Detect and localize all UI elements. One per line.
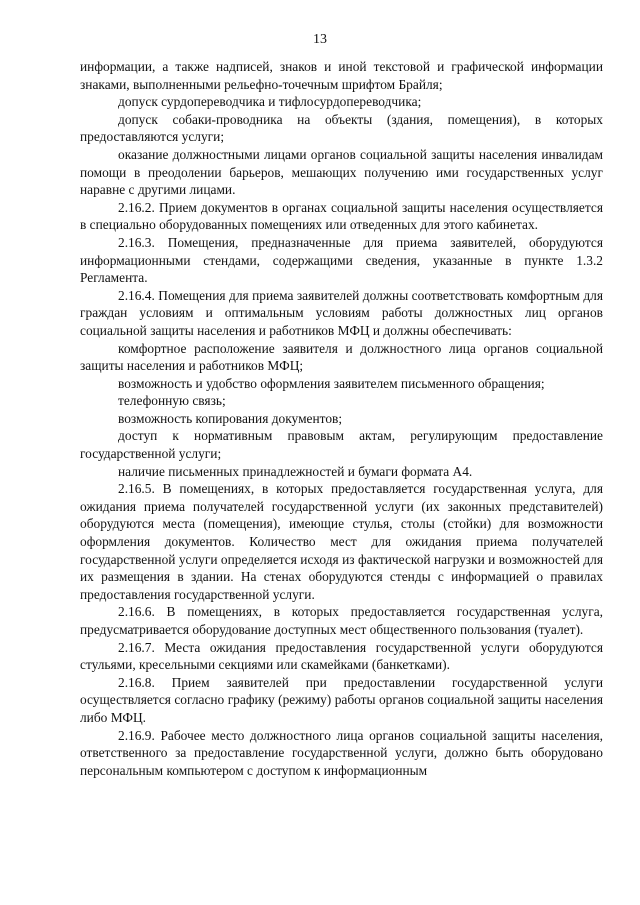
- paragraph: возможность копирования документов;: [118, 410, 343, 426]
- paragraph: 2.16.7. Места ожидания предоставления государственной услуги оборудуются стульями, кресельными секциями или скамейками (банкетками).: [80, 639, 603, 673]
- paragraph: 2.16.8. Прием заявителей при предоставлении государственной услуги осуществляется согласно графику (режиму) работы органов социальной защиты населения либо МФЦ.: [80, 674, 603, 725]
- paragraph: информации, а также надписей, знаков и иной текстовой и графической информации знаками, выполненными рельефно-точечным шрифтом Брайля;: [80, 59, 603, 92]
- paragraph: 2.16.9. Рабочее место должностного лица органов социальной защиты населения, ответственного за предоставление государственной услуги, должно быть оборудовано персональным компьютером с доступом к информационным: [80, 727, 603, 778]
- paragraph: телефонную связь;: [118, 393, 226, 409]
- paragraph: оказание должностными лицами органов социальной защиты населения инвалидам помощи в преодолении барьеров, мешающих получению ими государственных услуг наравне с другими лицами.: [80, 146, 603, 198]
- paragraph: возможность и удобство оформления заявителем письменного обращения;: [118, 375, 545, 391]
- paragraph: 2.16.6. В помещениях, в которых предоставляется государственная услуга, предусматривается оборудование доступных мест общественного пользования (туалет).: [80, 604, 603, 637]
- paragraph: 2.16.5. В помещениях, в которых предоставляется государственная услуга, для ожидания приема получателей государственной услуги (их законных представителей) оборудуются места (помещения), имеющие стулья, столы (стойки) для возможности оформления документов. Количество мест для ожидания приема получателей государственной услуги определяется исходя из фактической нагрузки и возможностей для их размещения в здании. На стенах оборудуются стенды с информацией о правилах предоставления государственной услуги.: [80, 481, 603, 602]
- paragraph: 2.16.4. Помещения для приема заявителей должны соответствовать комфортным для граждан условиям и оптимальным условиям работы должностных лиц органов социальной защиты населения и работников МФЦ и должны обеспечивать:: [80, 287, 603, 338]
- document-body: [80, 58, 603, 779]
- paragraph: комфортное расположение заявителя и должностного лица органов социальной защиты населения и работников МФЦ;: [80, 340, 603, 374]
- paragraph: доступ к нормативным правовым актам, регулирующим предоставление государственной услуги;: [80, 428, 603, 462]
- paragraph: наличие письменных принадлежностей и бумаги формата А4.: [118, 463, 473, 479]
- paragraph: 2.16.3. Помещения, предназначенные для приема заявителей, оборудуются информационными стендами, содержащими сведения, указанные в пункте 1.3.2 Регламента.: [80, 234, 603, 286]
- paragraph: допуск собаки-проводника на объекты (здания, помещения), в которых предоставляются услуги;: [80, 111, 603, 145]
- paragraph: 2.16.2. Прием документов в органах социальной защиты населения осуществляется в специально оборудованных помещениях или отведенных для этого кабинетах.: [80, 199, 603, 233]
- page-number: 13: [313, 32, 327, 47]
- paragraph: допуск сурдопереводчика и тифлосурдопереводчика;: [118, 94, 422, 110]
